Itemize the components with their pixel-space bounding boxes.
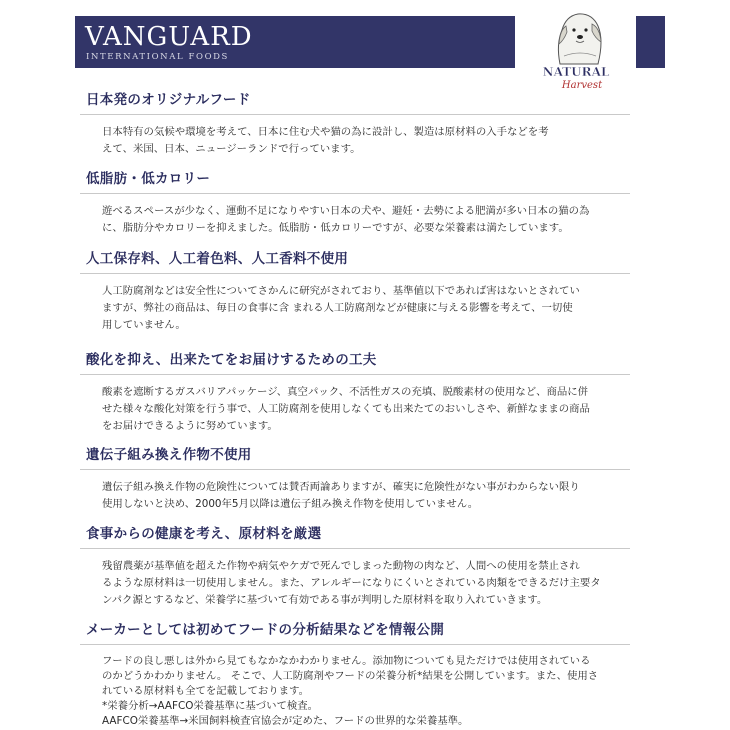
body-line: *栄養分析→AAFCO栄養基準に基づいて検査。 — [102, 700, 319, 712]
divider — [80, 273, 630, 274]
section-title: 日本発のオリジナルフード — [86, 92, 251, 108]
body-line: えて、米国、日本、ニュージーランドで行っています。 — [102, 143, 361, 155]
banner-accent-block — [636, 16, 665, 68]
section-non-gmo — [80, 443, 630, 513]
section-title: 酸化を抑え、出来たてをお届けするための工夫 — [86, 352, 377, 368]
section-body — [102, 558, 630, 609]
body-line: 人工防腐剤などは安全性についてさかんに研究がされており、基準値以下であれば害はないとされてい — [102, 285, 580, 297]
brand-name: VANGUARD — [85, 22, 253, 52]
section-body — [102, 654, 630, 729]
divider — [80, 548, 630, 549]
section-no-additives — [80, 247, 630, 334]
dog-illustration-icon — [558, 14, 601, 64]
body-line: のかどうかわかりません。 そこで、人工防腐剤やフードの栄養分析*結果を公開しています。また、使用さ — [102, 670, 599, 682]
body-line: 酸素を遮断するガスバリアパッケージ、真空パック、不活性ガスの充填、脱酸素材の使用など、商品に併 — [102, 386, 589, 398]
divider — [80, 193, 630, 194]
section-original-food — [80, 88, 630, 158]
section-low-fat — [80, 167, 630, 237]
divider — [80, 114, 630, 115]
section-title: 人工保存料、人工着色料、人工香料不使用 — [86, 251, 349, 267]
body-line: 遊べるスペースが少なく、運動不足になりやすい日本の犬や、避妊・去勢による肥満が多い日本の猫の為 — [102, 205, 590, 217]
body-line: せた様々な酸化対策を行う事で、人工防腐剤を使用しなくても出来たてのおいしさや、新鮮なままの商品 — [102, 403, 590, 415]
body-line: 遺伝子組み換え作物の危険性については賛否両論ありますが、確実に危険性がない事がわからない限り — [102, 481, 580, 493]
section-body — [102, 283, 630, 334]
body-line: ますが、弊社の商品は、毎日の食事に含 まれる人工防腐剤などが健康に与える影響を考えて、一切使 — [102, 302, 573, 314]
body-line: に、脂肪分やカロリーを抑えました。低脂肪・低カロリーですが、必要な栄養素は満たしています。 — [102, 222, 569, 234]
divider — [80, 469, 630, 470]
body-line: れている原材料も全てを記載しております。 — [102, 685, 309, 697]
section-title: メーカーとしては初めてフードの分析結果などを情報公開 — [86, 622, 445, 638]
section-title: 食事からの健康を考え、原材料を厳選 — [86, 526, 322, 542]
body-line: AAFCO栄養基準→米国飼料検査官協会が定めた、フードの世界的な栄養基準。 — [102, 715, 469, 727]
section-body — [102, 384, 630, 435]
section-body — [102, 203, 630, 237]
body-line: フードの良し悪しは外から見てもなかなかわかりません。添加物についても見ただけでは使用されている — [102, 655, 591, 667]
divider — [80, 644, 630, 645]
section-disclosure — [80, 618, 630, 729]
brand-tagline: INTERNATIONAL FOODS — [86, 52, 229, 62]
logo-text-bottom: Harvest — [561, 80, 603, 91]
body-line: るような原材料は一切使用しません。また、アレルギーになりにくいとされている肉類をできるだけ主要タ — [102, 577, 601, 589]
section-title: 遺伝子組み換え作物不使用 — [86, 447, 252, 463]
section-selected-ingredients — [80, 522, 630, 609]
body-line: 用していません。 — [102, 319, 186, 331]
section-anti-oxidation — [80, 348, 630, 435]
body-line: 日本特有の気候や環境を考えて、日本に住む犬や猫の為に設計し、製造は原材料の入手などを考 — [102, 126, 549, 138]
body-line: ンパク源とするなど、栄養学に基づいて有効である事が判明した原材料を取り入れていきます。 — [102, 594, 548, 606]
divider — [80, 374, 630, 375]
brand-banner — [75, 16, 515, 68]
logo-text-top: NATURAL — [542, 65, 610, 79]
body-line: 使用しないと決め、2000年5月以降は遺伝子組み換え作物を使用していません。 — [102, 498, 479, 510]
section-body — [102, 124, 630, 158]
natural-harvest-logo — [526, 4, 626, 92]
body-line: 残留農薬が基準値を超えた作物や病気やケガで死んでしまった動物の肉など、人間への使用を禁止され — [102, 560, 580, 572]
section-body — [102, 479, 630, 513]
section-title: 低脂肪・低カロリー — [86, 171, 211, 187]
body-line: をお届けできるように努めています。 — [102, 420, 278, 432]
